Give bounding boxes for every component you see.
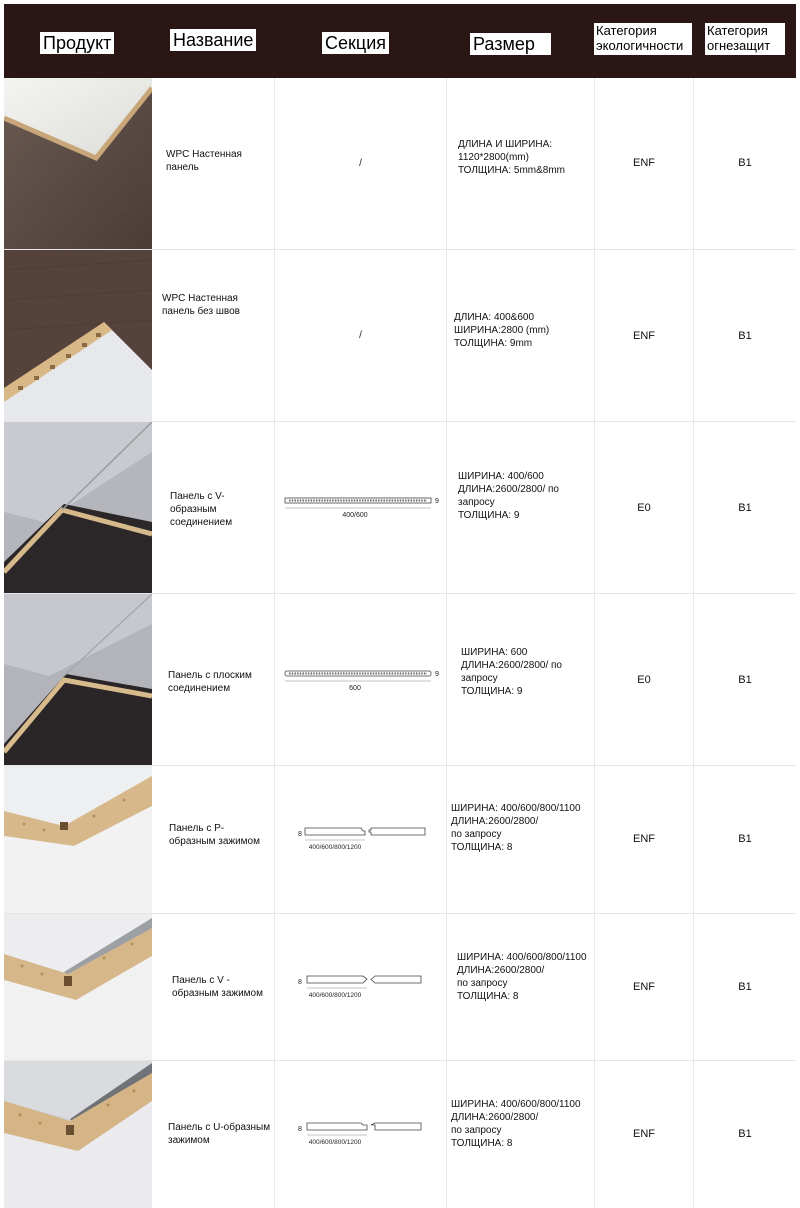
eco-value: ENF — [633, 981, 655, 993]
size-value: ШИРИНА: 400/600 ДЛИНА:2600/2800/ по запросу ТОЛЩИНА: 9 — [458, 471, 559, 521]
fire-value: B1 — [738, 502, 752, 514]
product-name: Панель с V - образным зажимом — [172, 975, 263, 999]
product-image — [4, 422, 152, 593]
profile-drawing — [275, 914, 447, 1061]
size-cell — [447, 250, 595, 421]
table-row — [4, 1061, 796, 1208]
eco-value: ENF — [633, 330, 655, 342]
eco-cell — [595, 78, 694, 249]
eco-cell — [595, 250, 694, 421]
eco-value: ENF — [633, 1128, 655, 1140]
fire-cell — [694, 1061, 796, 1208]
table-row — [4, 594, 796, 766]
fire-value: B1 — [738, 833, 752, 845]
product-name-cell — [152, 78, 275, 249]
section-thickness: 8 — [298, 831, 302, 838]
size-cell — [447, 78, 595, 249]
product-table — [4, 78, 796, 1208]
fire-cell — [694, 914, 796, 1060]
eco-value: ENF — [633, 157, 655, 169]
size-cell — [447, 914, 595, 1060]
fire-cell — [694, 250, 796, 421]
section-thickness: 8 — [298, 1126, 302, 1133]
product-name: Панель с P- образным зажимом — [169, 823, 260, 847]
table-row — [4, 250, 796, 422]
section-cell — [275, 914, 447, 1060]
product-name: WPC Настенная панель без швов — [162, 293, 240, 317]
size-cell — [447, 1061, 595, 1208]
fire-cell — [694, 766, 796, 913]
product-image — [4, 250, 152, 421]
section-thickness: 9 — [435, 498, 439, 505]
table-row — [4, 766, 796, 914]
fire-cell — [694, 78, 796, 249]
eco-value: E0 — [637, 674, 651, 686]
header-eco: Категория экологичности — [594, 23, 692, 55]
size-cell — [447, 422, 595, 593]
profile-drawing — [275, 422, 447, 594]
size-value: ШИРИНА: 400/600/800/1100 ДЛИНА:2600/2800/ по запросу ТОЛЩИНА: 8 — [451, 803, 581, 853]
product-name: WPC Настенная панель — [166, 149, 242, 173]
size-cell — [447, 594, 595, 765]
fire-value: B1 — [738, 674, 752, 686]
section-cell — [275, 422, 447, 593]
profile-drawing — [275, 1061, 447, 1208]
section-cell — [275, 78, 447, 249]
product-image — [4, 1061, 152, 1208]
product-name-cell — [152, 422, 275, 593]
fire-value: B1 — [738, 330, 752, 342]
eco-cell — [595, 1061, 694, 1208]
section-thickness: 9 — [435, 671, 439, 678]
fire-cell — [694, 594, 796, 765]
section-width: 400/600 — [342, 512, 368, 519]
product-name: Панель с плоским соединением — [168, 670, 252, 694]
fire-cell — [694, 422, 796, 593]
header-name: Название — [170, 29, 256, 51]
section-width: 400/600/800/1200 — [308, 1139, 362, 1146]
section-value: / — [359, 158, 362, 169]
section-value: / — [359, 330, 362, 341]
table-row — [4, 78, 796, 250]
eco-cell — [595, 422, 694, 593]
section-width: 400/600/800/1200 — [308, 992, 362, 999]
section-width: 600 — [349, 685, 361, 692]
product-name-cell — [152, 1061, 275, 1208]
size-value: ДЛИНА: 400&600 ШИРИНА:2800 (mm) ТОЛЩИНА: 9mm — [454, 312, 550, 349]
profile-drawing — [275, 594, 447, 766]
profile-drawing — [275, 766, 447, 914]
header-section: Секция — [322, 32, 389, 54]
eco-cell — [595, 766, 694, 913]
table-header — [4, 4, 796, 78]
eco-cell — [595, 914, 694, 1060]
section-width: 400/600/800/1200 — [308, 844, 362, 851]
size-value: ШИРИНА: 600 ДЛИНА:2600/2800/ по запросу ТОЛЩИНА: 9 — [461, 647, 562, 697]
eco-value: ENF — [633, 833, 655, 845]
product-image — [4, 914, 152, 1060]
eco-cell — [595, 594, 694, 765]
section-cell — [275, 250, 447, 421]
eco-value: E0 — [637, 502, 651, 514]
fire-value: B1 — [738, 1128, 752, 1140]
product-name-cell — [152, 594, 275, 765]
size-cell — [447, 766, 595, 913]
header-product: Продукт — [40, 32, 114, 54]
product-name: Панель с U-образным зажимом — [168, 1122, 271, 1146]
product-name-cell — [152, 250, 275, 421]
fire-value: B1 — [738, 981, 752, 993]
product-name: Панель с V- образным соединением — [170, 491, 233, 528]
table-row — [4, 914, 796, 1061]
fire-value: B1 — [738, 157, 752, 169]
product-image — [4, 766, 152, 913]
section-thickness: 8 — [298, 979, 302, 986]
header-size: Размер — [470, 33, 551, 55]
product-image — [4, 594, 152, 765]
section-cell — [275, 594, 447, 765]
size-value: ШИРИНА: 400/600/800/1100 ДЛИНА:2600/2800/ по запросу ТОЛЩИНА: 8 — [457, 952, 587, 1002]
size-value: ШИРИНА: 400/600/800/1100 ДЛИНА:2600/2800/ по запросу ТОЛЩИНА: 8 — [451, 1099, 581, 1149]
product-name-cell — [152, 766, 275, 913]
header-fire: Категория огнезащит — [705, 23, 785, 55]
section-cell — [275, 1061, 447, 1208]
section-cell — [275, 766, 447, 913]
table-row — [4, 422, 796, 594]
product-name-cell — [152, 914, 275, 1060]
size-value: ДЛИНА И ШИРИНА: 1120*2800(mm) ТОЛЩИНА: 5mm&8mm — [458, 139, 566, 176]
product-image — [4, 78, 152, 249]
